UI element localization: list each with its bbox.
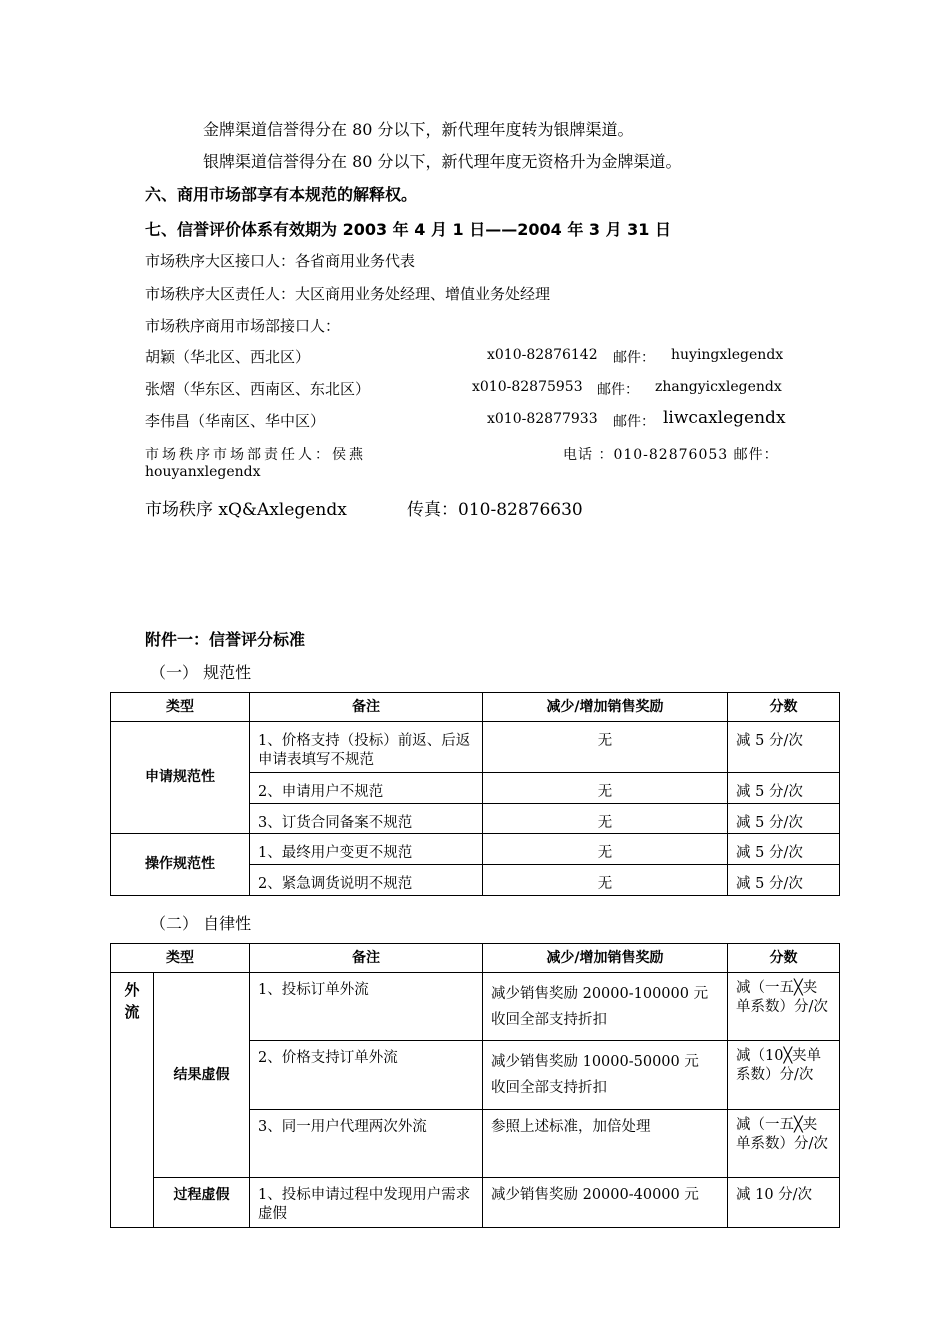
header-note: 备注 — [250, 693, 483, 722]
note-cell: 2、申请用户不规范 — [250, 773, 483, 804]
contact-phone: x010-82875953 — [472, 379, 583, 395]
reward-line: 收回全部支持折扣 — [491, 1080, 607, 1096]
score-cell: 减 5 分/次 — [728, 722, 840, 773]
header-reward: 减少/增加销售奖励 — [483, 693, 728, 722]
reward-cell — [483, 973, 728, 1041]
heading-six: 六、商用市场部享有本规范的解释权。 — [145, 185, 418, 204]
contact-mail[interactable]: zhangyicxlegendx — [655, 379, 782, 395]
reward-cell: 无 — [483, 865, 728, 896]
note-cell: 1、投标申请过程中发现用户需求虚假 — [250, 1178, 483, 1228]
contact-name: 李伟昌（华南区、华中区） — [145, 412, 326, 430]
group-label: 过程虚假 — [154, 1178, 250, 1228]
table-discipline — [110, 943, 840, 1228]
score-cell: 减 5 分/次 — [728, 804, 840, 834]
reward-line: 减少销售奖励 20000-100000 元 — [491, 986, 709, 1002]
manager-mail[interactable]: houyanxlegendx — [145, 464, 261, 480]
fax-line: 传真：010-82876630 — [407, 500, 583, 520]
score-cell: 减 5 分/次 — [728, 865, 840, 896]
reward-cell: 无 — [483, 834, 728, 865]
reward-line: 减少销售奖励 10000-50000 元 — [491, 1054, 699, 1070]
contact-mail-label: 邮件： — [613, 350, 655, 366]
score-cell: 减 10 分/次 — [728, 1178, 840, 1228]
contact-mail[interactable]: huyingxlegendx — [671, 347, 784, 363]
contact-line-2: 市场秩序大区责任人：大区商用业务处经理、增值业务处经理 — [145, 285, 551, 303]
table-row — [111, 973, 840, 1041]
group-label: 操作规范性 — [111, 834, 250, 896]
heading-seven: 七、信誉评价体系有效期为 2003 年 4 月 1 日——2004 年 3 月 31 日 — [145, 220, 672, 239]
table-row — [111, 722, 840, 773]
section-two-title: （二） 自律性 — [150, 914, 252, 933]
contact-mail-label: 邮件： — [597, 382, 639, 398]
qa-line: 市场秩序 xQ&Axlegendx — [145, 500, 347, 520]
note-cell: 3、同一用户代理两次外流 — [250, 1110, 483, 1178]
contact-mail-label: 邮件： — [613, 414, 655, 430]
note-cell: 2、紧急调货说明不规范 — [250, 865, 483, 896]
score-cell: 减（一五╳夹单系数）分/次 — [728, 1110, 840, 1178]
reward-cell — [483, 1041, 728, 1110]
reward-line: 收回全部支持折扣 — [491, 1012, 607, 1028]
header-score: 分数 — [728, 944, 840, 973]
contact-name: 胡颖（华北区、西北区） — [145, 348, 311, 366]
note-cell: 1、最终用户变更不规范 — [250, 834, 483, 865]
contact-name: 张熠（华东区、西南区、东北区） — [145, 380, 371, 398]
header-reward: 减少/增加销售奖励 — [483, 944, 728, 973]
table-row — [111, 834, 840, 865]
header-type: 类型 — [111, 944, 250, 973]
note-cell: 1、投标订单外流 — [250, 973, 483, 1041]
contact-line-1: 市场秩序大区接口人：各省商用业务代表 — [145, 252, 416, 270]
reward-cell: 无 — [483, 804, 728, 834]
contact-phone: x010-82877933 — [487, 411, 598, 427]
table-row — [111, 1178, 840, 1228]
section-one-title: （一） 规范性 — [150, 663, 252, 682]
header-note: 备注 — [250, 944, 483, 973]
manager-phone: 电话 ：010-82876053 邮件： — [563, 447, 779, 463]
contact-mail[interactable]: liwcaxlegendx — [663, 408, 786, 428]
reward-cell: 减少销售奖励 20000-40000 元 — [483, 1178, 728, 1228]
score-cell: 减 5 分/次 — [728, 834, 840, 865]
paragraph-gold: 金牌渠道信誉得分在 80 分以下，新代理年度转为银牌渠道。 — [203, 120, 634, 139]
contact-phone: x010-82876142 — [487, 347, 598, 363]
reward-cell: 无 — [483, 773, 728, 804]
group-label: 结果虚假 — [154, 973, 250, 1178]
note-cell: 2、价格支持订单外流 — [250, 1041, 483, 1110]
header-type: 类型 — [111, 693, 250, 722]
note-cell: 3、订货合同备案不规范 — [250, 804, 483, 834]
contact-line-3: 市场秩序商用市场部接口人： — [145, 317, 341, 335]
header-score: 分数 — [728, 693, 840, 722]
score-cell: 减（10╳夹单系数）分/次 — [728, 1041, 840, 1110]
score-cell: 减 5 分/次 — [728, 773, 840, 804]
paragraph-silver: 银牌渠道信誉得分在 80 分以下，新代理年度无资格升为金牌渠道。 — [203, 152, 682, 171]
reward-cell: 参照上述标准，加倍处理 — [483, 1110, 728, 1178]
table-standard — [110, 692, 840, 896]
outflow-label: 外流 — [111, 973, 154, 1228]
note-cell: 1、价格支持（投标）前返、后返申请表填写不规范 — [250, 722, 483, 773]
score-cell: 减（一五╳夹单系数）分/次 — [728, 973, 840, 1041]
appendix-title: 附件一：信誉评分标准 — [145, 630, 306, 649]
reward-cell: 无 — [483, 722, 728, 773]
group-label: 申请规范性 — [111, 722, 250, 834]
manager-line: 市场秩序市场部责任人：侯燕 — [145, 447, 366, 463]
